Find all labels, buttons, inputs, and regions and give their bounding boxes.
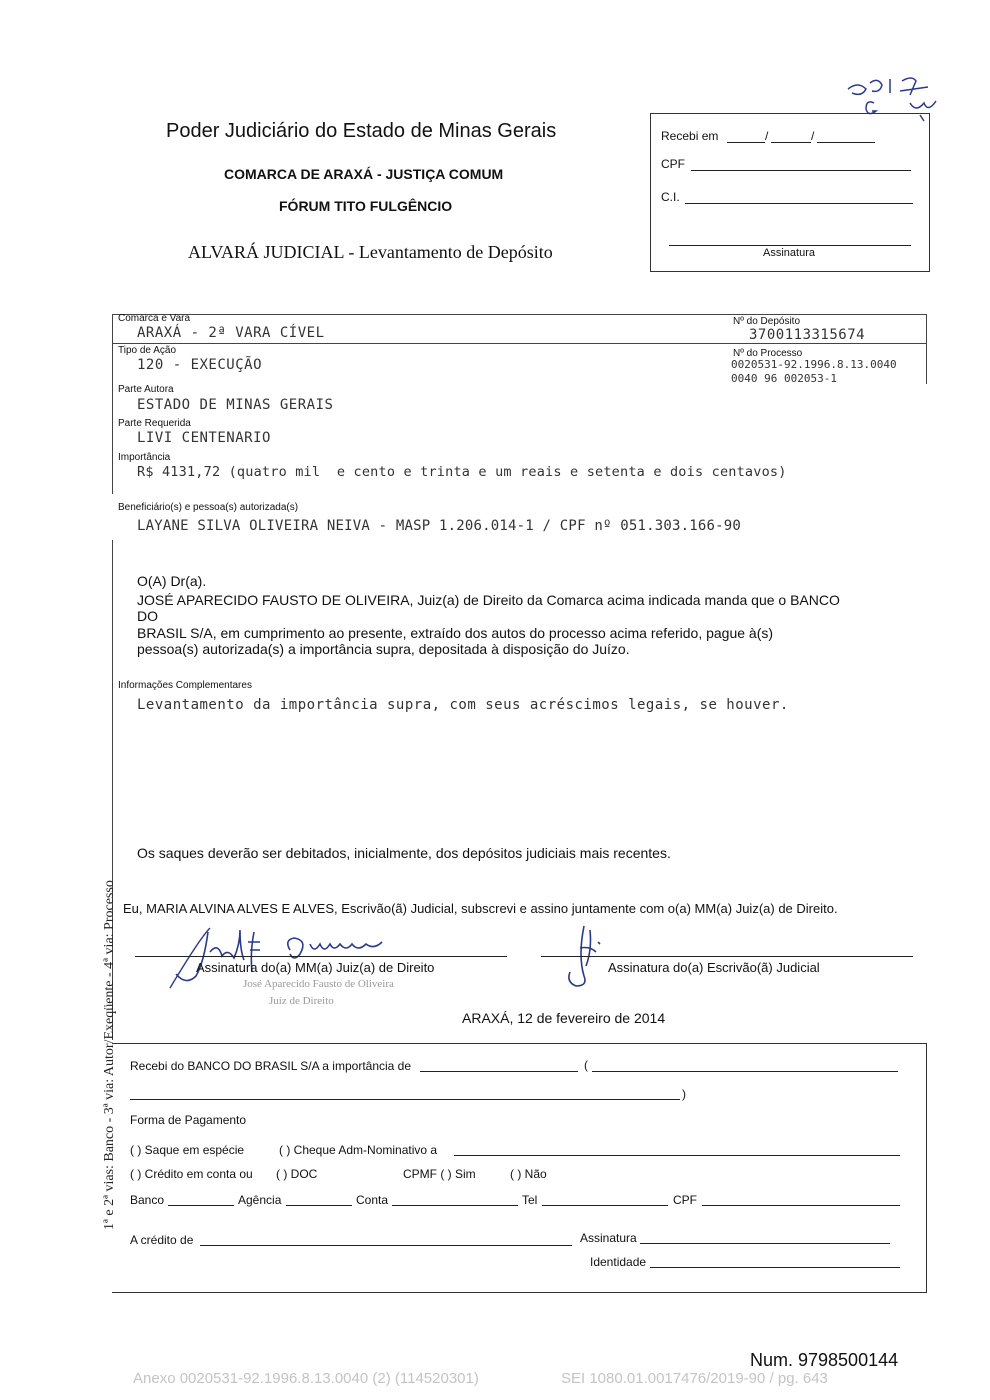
recebi-em-label: Recebi em (661, 129, 719, 143)
conta-line (392, 1205, 518, 1206)
cpf-line (691, 170, 911, 171)
banco-line (168, 1205, 234, 1206)
form-left-border (112, 314, 113, 494)
document-title: ALVARÁ JUDICIAL - Levantamento de Depósito (188, 242, 553, 262)
parte-autora-value: ESTADO DE MINAS GERAIS (137, 397, 334, 413)
assinatura-bank-line (640, 1243, 890, 1244)
form-row-divider (112, 343, 927, 344)
info-text: Levantamento da importância supra, com seus acréscimos legais, se houver. (137, 697, 789, 713)
cpf-label: CPF (661, 157, 685, 171)
cheque-nominativo-option[interactable]: ( ) Cheque Adm-Nominativo a (279, 1143, 438, 1157)
processo-value-1: 0020531-92.1996.8.13.0040 (731, 358, 897, 371)
recebi-em-year-line (817, 142, 875, 143)
a-credito-label: A crédito de (130, 1233, 194, 1247)
deposito-value: 3700113315674 (749, 327, 866, 343)
deposito-label: Nº do Depósito (733, 316, 801, 327)
document-number: Num. 9798500144 (750, 1350, 899, 1370)
processo-value-2: 0040 96 002053-1 (731, 372, 837, 385)
receipt-box (650, 113, 930, 272)
processo-label: Nº do Processo (733, 348, 803, 359)
cpmf-nao-option[interactable]: ( ) Não (510, 1167, 547, 1181)
judge-signature-line (135, 956, 507, 957)
identidade-label: Identidade (590, 1255, 647, 1269)
beneficiario-label: Beneficiário(s) e pessoa(s) autorizada(s) (118, 502, 299, 513)
cheque-nominativo-line (454, 1155, 900, 1156)
order-line-3: BRASIL S/A, em cumprimento ao presente, extraído dos autos do processo acima referido, pague à(s) (137, 625, 774, 641)
parte-requerida-value: LIVI CENTENARIO (137, 430, 271, 446)
judge-stamp-role: Juiz de Direito (269, 995, 334, 1007)
paren-open: ( (584, 1058, 588, 1072)
a-credito-line (200, 1245, 572, 1246)
parte-autora-label: Parte Autora (118, 384, 174, 395)
order-line-2: DO (137, 608, 158, 624)
agencia-label: Agência (238, 1193, 282, 1207)
order-line-1: JOSÉ APARECIDO FAUSTO DE OLIVEIRA, Juiz(a) de Direito da Comarca acima indicada manda que o BANCO (137, 592, 840, 608)
conta-label: Conta (356, 1193, 389, 1207)
recebi-em-month-line (771, 142, 811, 143)
importancia-value: R$ 4131,72 (quatro mil e cento e trinta e um reais e setenta e dois centavos) (137, 464, 787, 480)
escrivao-handwritten-signature (560, 920, 620, 990)
comarca-vara-label: Comarca e Vara (118, 313, 191, 324)
tipo-acao-label: Tipo de Ação (118, 345, 177, 356)
court-title: Poder Judiciário do Estado de Minas Gerais (166, 120, 557, 142)
identidade-line (650, 1267, 900, 1268)
recebi-em-day-line (727, 142, 765, 143)
doc-option[interactable]: ( ) DOC (276, 1167, 318, 1181)
importancia-label: Importância (118, 452, 171, 463)
place-date: ARAXÁ, 12 de fevereiro de 2014 (462, 1010, 666, 1026)
anexo-watermark: Anexo 0020531-92.1996.8.13.0040 (2) (114520301) (133, 1370, 479, 1387)
escrivao-statement: Eu, MARIA ALVINA ALVES E ALVES, Escrivão(ã) Judicial, subscrevi e assino juntamente com o(a) MM(a) Juiz(a) de Direito. (123, 901, 838, 916)
ci-line (685, 203, 913, 204)
order-greeting: O(A) Dr(a). (137, 573, 207, 589)
date-slash-1: / (765, 129, 769, 143)
form-top-border (112, 314, 927, 315)
forum-title: FÓRUM TITO FULGÊNCIO (279, 198, 453, 214)
ci-label: C.I. (661, 190, 680, 204)
paren-close: ) (682, 1087, 686, 1101)
receipt-signature-line (669, 245, 911, 246)
agencia-line (286, 1205, 352, 1206)
escrivao-signature-label: Assinatura do(a) Escrivão(ã) Judicial (608, 960, 820, 975)
sei-watermark: SEI 1080.01.0017476/2019-90 / pg. 643 (561, 1370, 828, 1387)
parte-requerida-label: Parte Requerida (118, 418, 191, 429)
beneficiario-value: LAYANE SILVA OLIVEIRA NEIVA - MASP 1.206.014-1 / CPF nº 051.303.166-90 (137, 518, 742, 534)
cpf-bank-label: CPF (673, 1193, 697, 1207)
tel-label: Tel (522, 1193, 538, 1207)
order-line-4: pessoa(s) autorizada(s) a importância supra, depositada à disposição do Juízo. (137, 641, 630, 657)
assinatura-bank-label: Assinatura (580, 1231, 637, 1245)
cpmf-sim-option[interactable]: CPMF ( ) Sim (403, 1167, 476, 1181)
judge-signature-label: Assinatura do(a) MM(a) Juiz(a) de Direito (196, 960, 435, 975)
comarca-title: COMARCA DE ARAXÁ - JUSTIÇA COMUM (224, 166, 504, 182)
tel-line (542, 1205, 668, 1206)
tipo-acao-value: 120 - EXECUÇÃO (137, 357, 263, 373)
extenso-line-1 (592, 1071, 898, 1072)
copies-distribution-side-text: 1ª e 2ª vias: Banco - 3ª via: Autor/Exeqüente - 4ª via: Processo (102, 880, 117, 1230)
info-label: Informações Complementares (118, 680, 252, 691)
importancia-line (420, 1071, 578, 1072)
comarca-vara-value: ARAXÁ - 2ª VARA CÍVEL (137, 325, 325, 341)
form-right-border (926, 314, 927, 384)
receipt-signature-label: Assinatura (763, 247, 815, 259)
recebi-banco-label: Recebi do BANCO DO BRASIL S/A a importância de (130, 1059, 412, 1073)
saque-especie-option[interactable]: ( ) Saque em espécie (130, 1143, 245, 1157)
date-slash-2: / (811, 129, 815, 143)
escrivao-signature-line (541, 956, 913, 957)
extenso-line-2 (130, 1099, 680, 1100)
forma-pagamento-label: Forma de Pagamento (130, 1113, 247, 1127)
cpf-bank-line (702, 1205, 900, 1206)
credito-conta-option[interactable]: ( ) Crédito em conta ou (130, 1167, 253, 1181)
banco-label: Banco (130, 1193, 165, 1207)
judge-stamp-name: José Aparecido Fausto de Oliveira (243, 978, 394, 990)
saques-note: Os saques deverão ser debitados, inicialmente, dos depósitos judiciais mais recentes. (137, 845, 671, 861)
